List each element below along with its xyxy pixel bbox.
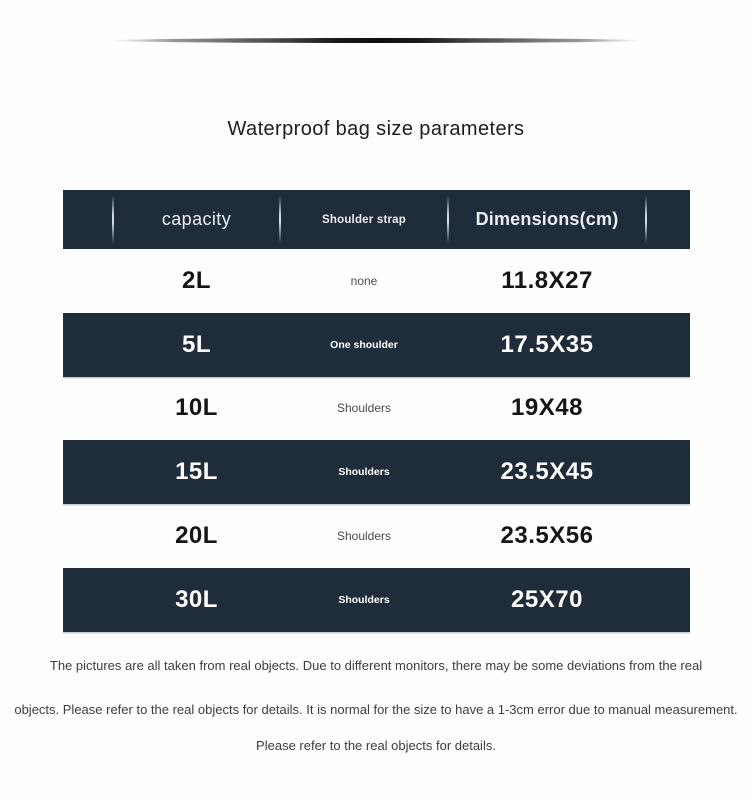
- disclaimer-line: Please refer to the real objects for details.: [256, 738, 496, 753]
- dimensions-value: 11.8X27: [501, 266, 593, 294]
- header-divider: [279, 195, 281, 244]
- header-divider: [447, 195, 449, 244]
- capacity-value: 5L: [181, 330, 211, 358]
- size-parameters-table: [63, 190, 690, 632]
- strap-value: none: [350, 273, 378, 288]
- table-row: [63, 377, 690, 441]
- strap-value: Shoulders: [338, 593, 390, 606]
- dimensions-value: 17.5X35: [500, 330, 594, 358]
- header-divider: [112, 195, 114, 244]
- strap-value: Shoulders: [336, 529, 392, 544]
- table-row: [63, 504, 690, 568]
- decorative-divider-line: [111, 38, 642, 43]
- table-row: [63, 249, 690, 313]
- disclaimer-line: The pictures are all taken from real objects. Due to different monitors, there may be some deviations from the real: [49, 658, 703, 673]
- dimensions-value: 19X48: [511, 394, 583, 422]
- capacity-value: 20L: [175, 522, 218, 550]
- table-header-row: [63, 190, 690, 249]
- column-header-shoulder-strap: Shoulder strap: [322, 213, 406, 226]
- table-row: [63, 568, 690, 632]
- dimensions-value: 23.5X45: [500, 458, 594, 486]
- dimensions-value: 25X70: [511, 585, 583, 613]
- capacity-value: 30L: [175, 585, 218, 613]
- strap-value: Shoulders: [338, 466, 390, 479]
- strap-value: Shoulders: [336, 401, 392, 416]
- capacity-value: 10L: [175, 394, 218, 422]
- table-row: [63, 313, 690, 377]
- page-title: Waterproof bag size parameters: [227, 118, 525, 140]
- disclaimer-line: objects. Please refer to the real objects for details. It is normal for the size to have a 1-3cm error due to manual measurement.: [14, 702, 738, 717]
- column-header-dimensions: Dimensions(cm): [475, 209, 619, 229]
- capacity-value: 15L: [175, 458, 218, 486]
- table-row: [63, 440, 690, 504]
- header-divider: [645, 195, 647, 244]
- dimensions-value: 23.5X56: [500, 522, 594, 550]
- strap-value: One shoulder: [330, 338, 398, 351]
- capacity-value: 2L: [181, 266, 211, 294]
- column-header-capacity: capacity: [161, 209, 232, 229]
